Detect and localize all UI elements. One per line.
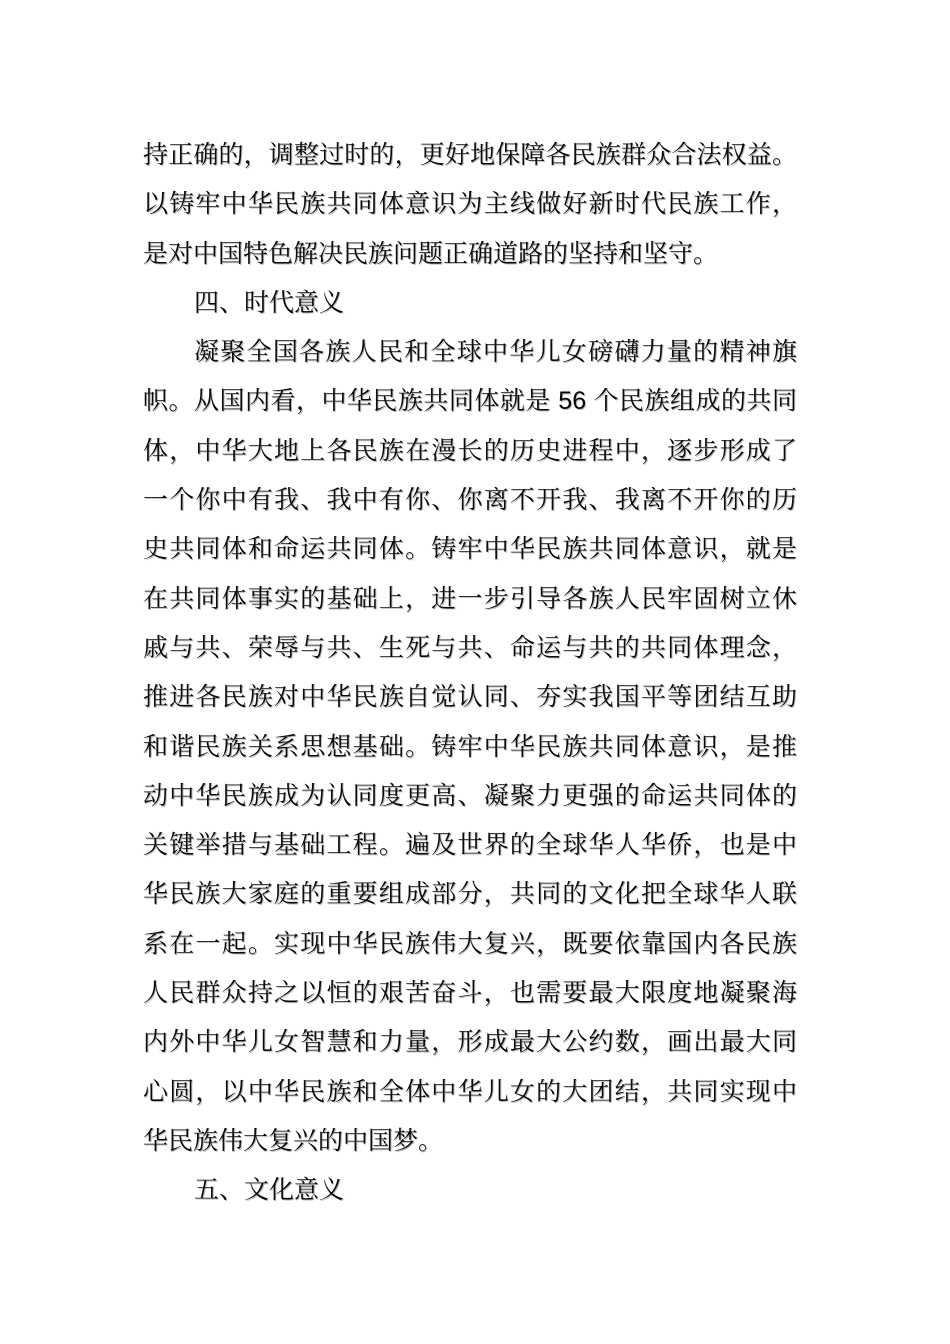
paragraph-line: 动中华民族成为认同度更高、凝聚力更强的命运共同体的 [143, 781, 797, 810]
paragraph-line: 关键举措与基础工程。遍及世界的全球华人华侨，也是中 [143, 831, 797, 860]
paragraph-line: 体，中华大地上各民族在漫长的历史进程中，逐步形成了 [143, 436, 797, 465]
paragraph-line: 和谐民族关系思想基础。铸牢中华民族共同体意识，是推 [143, 732, 797, 761]
paragraph-line: 在共同体事实的基础上，进一步引导各族人民牢固树立休 [143, 584, 797, 613]
paragraph-line: 史共同体和命运共同体。铸牢中华民族共同体意识，就是 [143, 535, 797, 564]
heading-section-5: 五、文化意义 [194, 1176, 345, 1205]
paragraph-line: 以铸牢中华民族共同体意识为主线做好新时代民族工作， [143, 190, 797, 219]
paragraph-line: 内外中华儿女智慧和力量，形成最大公约数，画出最大同 [143, 1028, 797, 1057]
document-text-block [143, 131, 797, 1216]
paragraph-line: 帜。从国内看，中华民族共同体就是 56 个民族组成的共同 [143, 387, 797, 416]
paragraph-line: 华民族大家庭的重要组成部分，共同的文化把全球华人联 [143, 880, 797, 909]
paragraph-line: 是对中国特色解决民族问题正确道路的坚持和坚守。 [143, 239, 719, 268]
paragraph-line: 系在一起。实现中华民族伟大复兴，既要依靠国内各民族 [143, 929, 797, 958]
paragraph-line: 心圆，以中华民族和全体中华儿女的大团结，共同实现中 [143, 1077, 797, 1106]
paragraph-line: 华民族伟大复兴的中国梦。 [143, 1126, 444, 1155]
paragraph-line: 凝聚全国各族人民和全球中华儿女磅礴力量的精神旗 [194, 338, 797, 367]
paragraph-line: 持正确的，调整过时的，更好地保障各民族群众合法权益。 [143, 141, 797, 169]
paragraph-line: 戚与共、荣辱与共、生死与共、命运与共的共同体理念， [143, 633, 797, 662]
heading-section-4: 四、时代意义 [194, 288, 345, 317]
paragraph-line: 人民群众持之以恒的艰苦奋斗，也需要最大限度地凝聚海 [143, 979, 797, 1008]
paragraph-line: 一个你中有我、我中有你、你离不开我、我离不开你的历 [143, 486, 797, 515]
paragraph-line: 推进各民族对中华民族自觉认同、夯实我国平等团结互助 [143, 683, 797, 712]
